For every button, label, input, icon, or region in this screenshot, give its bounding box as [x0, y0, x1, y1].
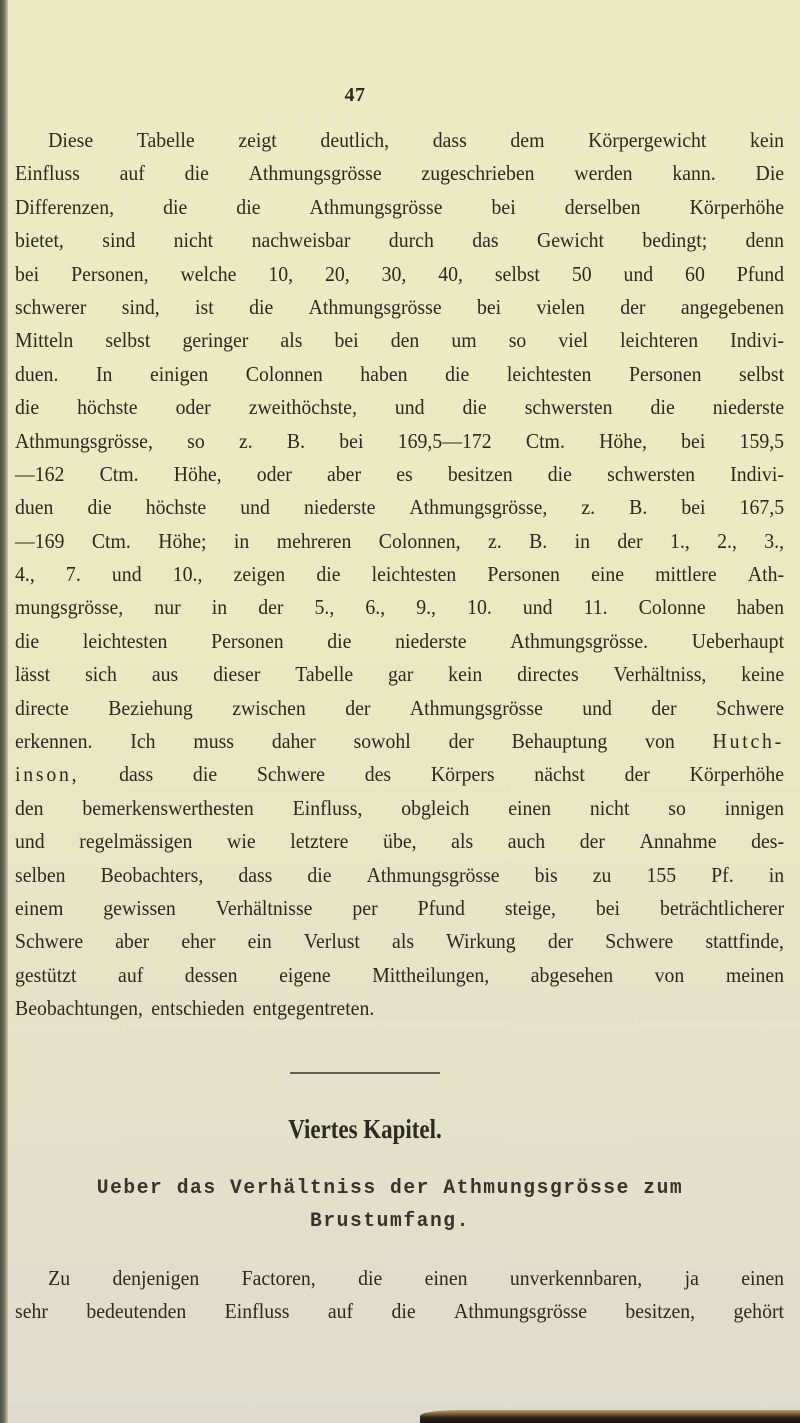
- text-line: lässt sich aus dieser Tabelle gar kein directes Verhältniss, keine: [15, 662, 785, 687]
- text-line: bei Personen, welche 10, 20, 30, 40, selbst 50 und 60 Pfund: [15, 261, 785, 286]
- text-line: Schwere aber eher ein Verlust als Wirkung der Schwere stattfinde,: [15, 929, 785, 954]
- paragraph-1: [15, 124, 785, 1026]
- text-line: gestützt auf dessen eigene Mittheilungen, abgesehen von meinen: [15, 962, 785, 987]
- text-line: sehr bedeutenden Einfluss auf die Athmungsgrösse besitzen, gehört: [15, 1299, 785, 1324]
- text-line: erkennen. Ich muss daher sowohl der Behauptung von Hutch-: [15, 729, 785, 754]
- text-line: inson, dass die Schwere des Körpers nächst der Körperhöhe: [15, 762, 785, 787]
- chapter-subtitle-line-2: Brustumfang.: [310, 1210, 470, 1233]
- book-spine-edge: [0, 0, 8, 1423]
- text-line: einem gewissen Verhältnisse per Pfund steige, bei beträchtlicherer: [15, 895, 785, 920]
- text-line: Mitteln selbst geringer als bei den um so viel leichteren Indivi-: [15, 328, 785, 353]
- page-bottom-edge: [420, 1410, 800, 1423]
- chapter-subtitle: [40, 1172, 740, 1238]
- text-line: Zu denjenigen Factoren, die einen unverkennbaren, ja einen: [48, 1266, 785, 1290]
- text-line: Beobachtungen, entschieden entgegentreten.: [15, 996, 375, 1021]
- text-line: —169 Ctm. Höhe; in mehreren Colonnen, z. B. in der 1., 2., 3.,: [15, 528, 785, 553]
- chapter-subtitle-line-1: Ueber das Verhältniss der Athmungsgrösse zum: [96, 1177, 684, 1200]
- text-line: die leichtesten Personen die niederste Athmungsgrösse. Ueberhaupt: [15, 628, 785, 653]
- text-line: directe Beziehung zwischen der Athmungsgrösse und der Schwere: [15, 695, 785, 720]
- section-divider: [290, 1072, 440, 1074]
- text-line: Diese Tabelle zeigt deutlich, dass dem Körpergewicht kein: [48, 128, 785, 152]
- text-line: Einfluss auf die Athmungsgrösse zugeschrieben werden kann. Die: [15, 161, 785, 186]
- text-line: Athmungsgrösse, so z. B. bei 169,5—172 Ctm. Höhe, bei 159,5: [15, 428, 785, 453]
- text-line: und regelmässigen wie letztere übe, als auch der Annahme des-: [15, 829, 785, 854]
- chapter-title: Viertes Kapitel.: [288, 1114, 442, 1144]
- text-line: die höchste oder zweithöchste, und die schwersten die niederste: [15, 395, 785, 420]
- text-line: duen die höchste und niederste Athmungsgrösse, z. B. bei 167,5: [15, 495, 785, 520]
- text-line: selben Beobachters, dass die Athmungsgrösse bis zu 155 Pf. in: [15, 862, 785, 887]
- text-line: —162 Ctm. Höhe, oder aber es besitzen die schwersten Indivi-: [15, 461, 785, 486]
- text-line: mungsgrösse, nur in der 5., 6., 9., 10. und 11. Colonne haben: [15, 595, 784, 620]
- text-line: Differenzen, die die Athmungsgrösse bei derselben Körperhöhe: [15, 194, 785, 219]
- text-line: bietet, sind nicht nachweisbar durch das Gewicht bedingt; denn: [15, 228, 785, 253]
- text-line: duen. In einigen Colonnen haben die leichtesten Personen selbst: [15, 361, 785, 386]
- text-line: den bemerkenswerthesten Einfluss, obgleich einen nicht so innigen: [15, 795, 785, 820]
- text-line: 4., 7. und 10., zeigen die leichtesten Personen eine mittlere Ath-: [15, 562, 785, 587]
- paragraph-2: [15, 1262, 785, 1329]
- text-line: schwerer sind, ist die Athmungsgrösse bei vielen der angegebenen: [15, 294, 785, 319]
- page-number: 47: [344, 84, 366, 106]
